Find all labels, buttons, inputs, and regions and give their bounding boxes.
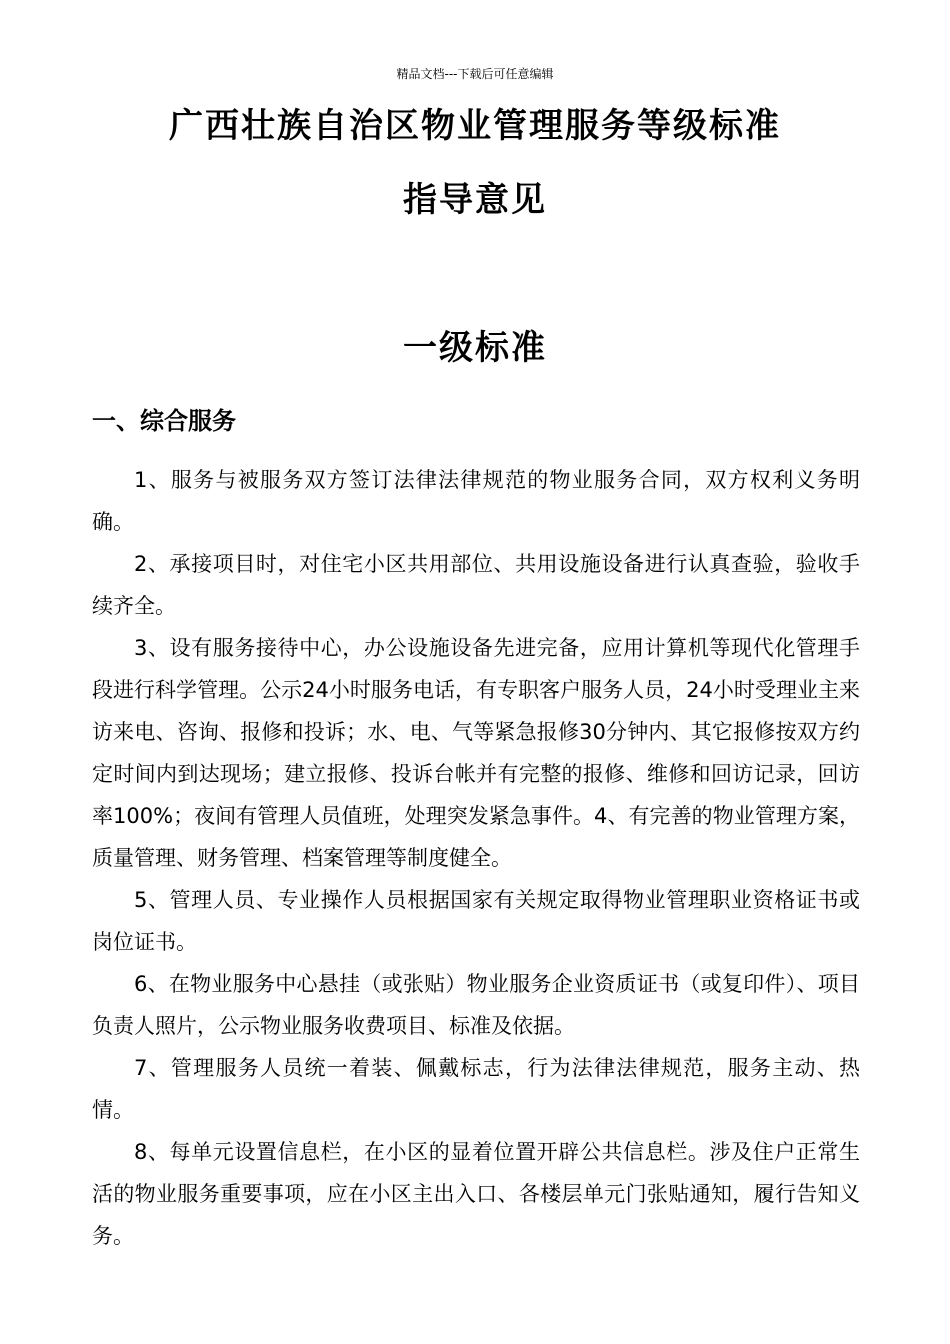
paragraph-3: 3、设有服务接待中心，办公设施设备先进完备，应用计算机等现代化管理手段进行科学管理。公示24小时服务电话，有专职客户服务人员，24小时受理业主来访来电、咨询、报修和投诉；水、电、气等紧急报修30分钟内、其它报修按双方约定时间内到达现场；建立报修、投诉台帐并有完整的报修、维修和回访记录，回访率100%；夜间有管理人员值班，处理突发紧急事件。4、有完善的物业管理方案，质量管理、财务管理、档案管理等制度健全。 xyxy=(92,636,860,870)
section-heading: 一、综合服务 xyxy=(92,407,236,435)
document-title: 广西壮族自治区物业管理服务等级标准 xyxy=(169,106,781,146)
paragraph-2: 2、承接项目时，对住宅小区共用部位、共用设施设备进行认真查验，验收手续齐全。 xyxy=(92,552,860,618)
body-text xyxy=(92,459,860,1257)
paragraph-8: 8、每单元设置信息栏，在小区的显着位置开辟公共信息栏。涉及住户正常生活的物业服务重要事项，应在小区主出入口、各楼层单元门张贴通知，履行告知义务。 xyxy=(92,1140,860,1248)
document-subtitle: 指导意见 xyxy=(403,180,547,220)
paragraph-6: 6、在物业服务中心悬挂（或张贴）物业服务企业资质证书（或复印件）、项目负责人照片，公示物业服务收费项目、标准及依据。 xyxy=(92,972,860,1038)
paragraph-1: 1、服务与被服务双方签订法律法律规范的物业服务合同，双方权利义务明确。 xyxy=(92,468,860,534)
level-heading: 一级标准 xyxy=(403,328,547,368)
header-note: 精品文档---下载后可任意编辑 xyxy=(396,67,554,81)
paragraph-5: 5、管理人员、专业操作人员根据国家有关规定取得物业管理职业资格证书或岗位证书。 xyxy=(92,888,860,954)
paragraph-7: 7、管理服务人员统一着装、佩戴标志，行为法律法律规范，服务主动、热情。 xyxy=(92,1056,860,1122)
